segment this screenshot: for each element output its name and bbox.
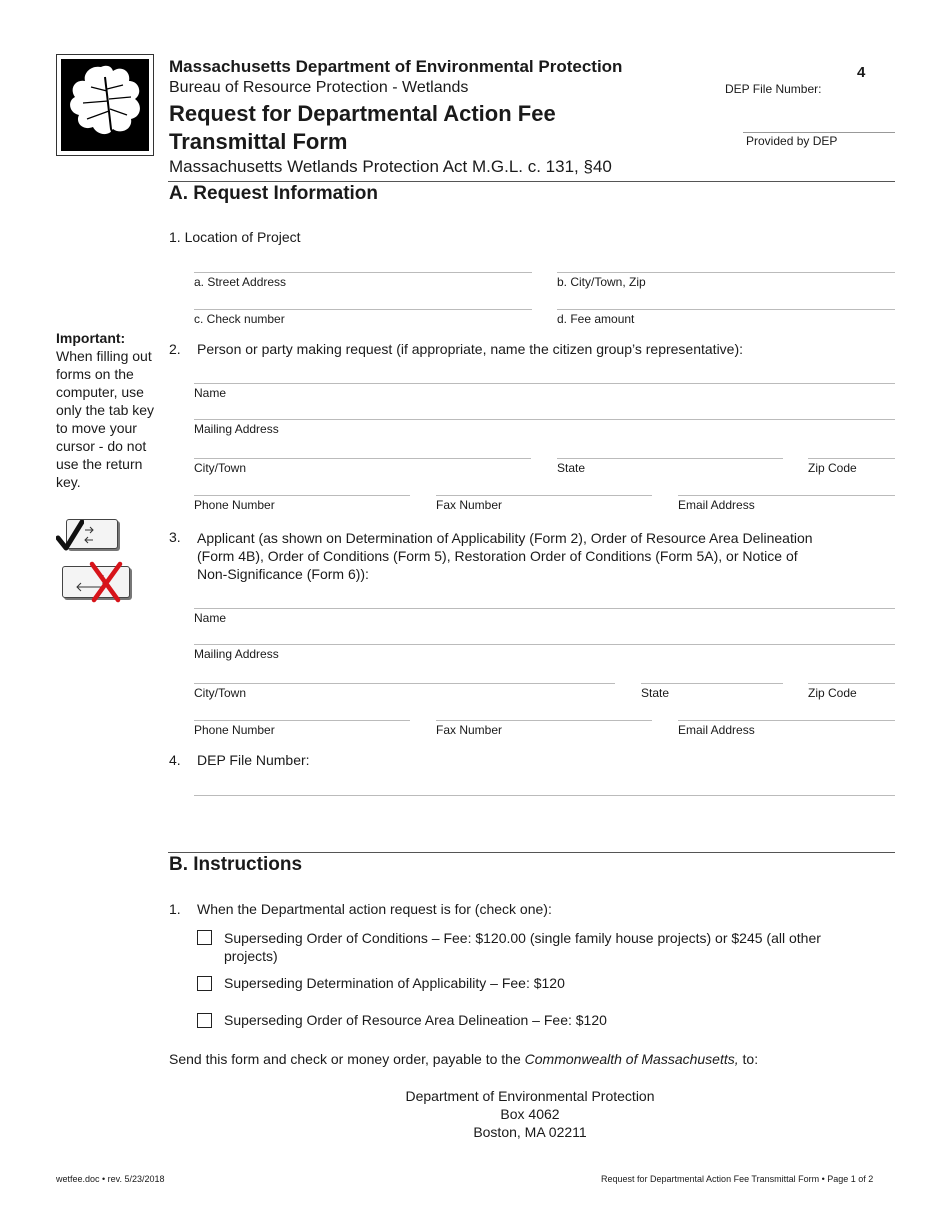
b-item1-number: 1. bbox=[169, 901, 181, 917]
important-text: When filling out forms on the computer, use only the tab key to move your cursor - do not use the return key. bbox=[56, 348, 155, 490]
option-soc-checkbox[interactable] bbox=[197, 930, 212, 945]
option-sda-checkbox[interactable] bbox=[197, 976, 212, 991]
important-note bbox=[56, 329, 156, 491]
address-line3: Boston, MA 02211 bbox=[473, 1124, 587, 1140]
applicant-city-field[interactable]: City/Town bbox=[194, 683, 615, 700]
statute-reference: Massachusetts Wetlands Protection Act M.G.L. c. 131, §40 bbox=[169, 157, 612, 176]
send-prefix: Send this form and check or money order, payable to the bbox=[169, 1051, 525, 1067]
section-a-title: A. Request Information bbox=[169, 183, 379, 204]
footer-page-info: Request for Departmental Action Fee Transmittal Form • Page 1 of 2 bbox=[601, 1174, 874, 1184]
form-number: 4 bbox=[857, 64, 866, 81]
requester-phone-field[interactable]: Phone Number bbox=[194, 495, 410, 512]
mailing-address bbox=[300, 1087, 760, 1141]
requester-fax-field[interactable]: Fax Number bbox=[436, 495, 652, 512]
option-soc-line1: Superseding Order of Conditions – Fee: $120.00 (single family house projects) or $245 (all other bbox=[224, 930, 821, 946]
option-soc-line2: projects) bbox=[224, 948, 278, 964]
applicant-fax-field[interactable]: Fax Number bbox=[436, 720, 652, 737]
oak-leaf-icon bbox=[61, 59, 149, 151]
requester-state-field[interactable]: State bbox=[557, 458, 783, 475]
item2-number: 2. bbox=[169, 341, 181, 357]
item2-label: Person or party making request (if appropriate, name the citizen group’s representative): bbox=[197, 341, 744, 357]
dep-file-number-field[interactable] bbox=[743, 132, 895, 133]
item3-label-line2: (Form 4B), Order of Conditions (Form 5), Restoration Order of Conditions (Form 5A), or Notice of bbox=[197, 548, 798, 564]
section-a-divider bbox=[168, 181, 895, 182]
dep-logo bbox=[56, 54, 154, 156]
dep-file-number-label: DEP File Number: bbox=[725, 82, 822, 96]
item3-number: 3. bbox=[169, 529, 181, 545]
applicant-zip-field[interactable]: Zip Code bbox=[808, 683, 895, 700]
agency-name: Massachusetts Department of Environmental Protection bbox=[169, 57, 623, 76]
requester-name-field[interactable]: Name bbox=[194, 383, 895, 400]
checkmark-icon bbox=[56, 520, 84, 552]
form-title-line2: Transmittal Form bbox=[169, 129, 348, 154]
item1-label: 1. Location of Project bbox=[169, 229, 301, 245]
item4-label: DEP File Number: bbox=[197, 752, 310, 768]
item4-number: 4. bbox=[169, 752, 181, 768]
section-b-title: B. Instructions bbox=[169, 854, 303, 875]
applicant-mailing-field[interactable]: Mailing Address bbox=[194, 644, 895, 661]
send-instructions bbox=[169, 1051, 758, 1067]
item3-label bbox=[197, 529, 813, 583]
applicant-state-field[interactable]: State bbox=[641, 683, 783, 700]
send-suffix: to: bbox=[738, 1051, 759, 1067]
requester-mailing-field[interactable]: Mailing Address bbox=[194, 419, 895, 436]
requester-zip-field[interactable]: Zip Code bbox=[808, 458, 895, 475]
option-sda-label: Superseding Determination of Applicability – Fee: $120 bbox=[224, 975, 565, 991]
applicant-name-field[interactable]: Name bbox=[194, 608, 895, 625]
bureau-name: Bureau of Resource Protection - Wetlands bbox=[169, 79, 469, 96]
x-mark-icon bbox=[86, 560, 124, 604]
address-line2: Box 4062 bbox=[500, 1106, 560, 1122]
check-number-field[interactable]: c. Check number bbox=[194, 309, 532, 326]
form-title-line1: Request for Departmental Action Fee bbox=[169, 101, 556, 126]
requester-city-field[interactable]: City/Town bbox=[194, 458, 531, 475]
option-sorad-checkbox[interactable] bbox=[197, 1013, 212, 1028]
dep-file-number-input[interactable] bbox=[194, 795, 895, 799]
city-zip-field[interactable]: b. City/Town, Zip bbox=[557, 272, 895, 289]
applicant-email-field[interactable]: Email Address bbox=[678, 720, 895, 737]
section-b-divider bbox=[168, 852, 895, 853]
requester-email-field[interactable]: Email Address bbox=[678, 495, 895, 512]
footer-doc-info: wetfee.doc • rev. 5/23/2018 bbox=[56, 1174, 165, 1184]
provided-by-dep-label: Provided by DEP bbox=[746, 134, 838, 148]
important-label: Important: bbox=[56, 330, 126, 346]
send-payee: Commonwealth of Massachusetts, bbox=[524, 1051, 739, 1067]
applicant-phone-field[interactable]: Phone Number bbox=[194, 720, 410, 737]
item3-label-line1: Applicant (as shown on Determination of Applicability (Form 2), Order of Resource Area Delineation bbox=[197, 530, 813, 546]
street-address-field[interactable]: a. Street Address bbox=[194, 272, 532, 289]
option-sorad-label: Superseding Order of Resource Area Delineation – Fee: $120 bbox=[224, 1012, 607, 1028]
form-title bbox=[169, 100, 556, 156]
option-soc-label bbox=[224, 929, 821, 965]
fee-amount-field[interactable]: d. Fee amount bbox=[557, 309, 895, 326]
item3-label-line3: Non-Significance (Form 6)): bbox=[197, 566, 369, 582]
address-line1: Department of Environmental Protection bbox=[405, 1088, 655, 1104]
b-item1-label: When the Departmental action request is for (check one): bbox=[197, 901, 552, 917]
